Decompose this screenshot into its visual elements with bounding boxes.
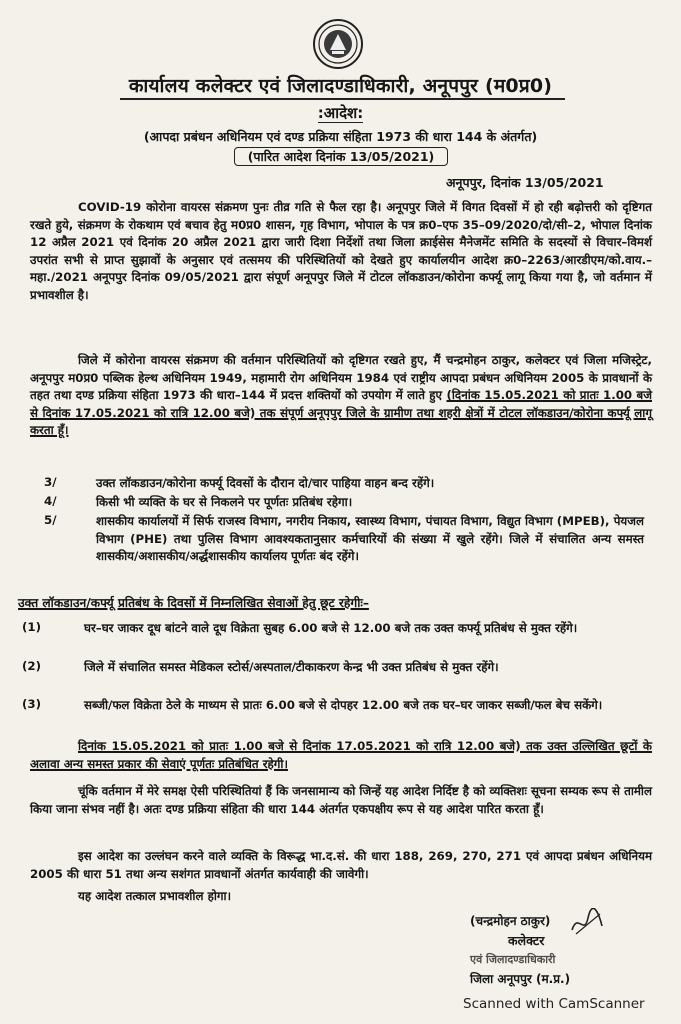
order-heading: :आदेश: [317,104,364,122]
signatory-district: जिला अनूपपुर (म.प्र.) [470,972,571,986]
para-effect: यह आदेश तत्काल प्रभावशील होगा। [78,889,232,903]
exemption-text: सब्जी/फल विक्रेता ठेले के माध्यम से प्रातः 6.00 बजे से दोपहर 12.00 बजे तक घर–घर जाकर सब्जी/फल बेच सकेंगे। [84,698,603,712]
signature-scribble-icon [570,908,604,938]
header-divider [120,98,565,100]
exemption-number: (3) [22,697,41,711]
place-date: अनूपपुर, दिनांक 13/05/2021 [446,175,604,190]
para-penalty: इस आदेश का उल्लंघन करने वाले व्यक्ति के विरूद्ध भा.द.सं. की धारा 188, 269, 270, 271 एवं आपदा प्रबंधन अधिनियम 2005 की धारा 51 तथा अन्य सशंगत प्रावधानों अंतर्गत कार्यवाही की जावेगी। [30,849,652,881]
exemption-number: (1) [22,620,41,634]
para-order-text: जिले में कोरोना वायरस संक्रमण की वर्तमान परिस्थितियों को दृष्टिगत रखते हुए, मैं चन्द्रमोहन ठाकुर, कलेक्टर एवं जिला मजिस्ट्रेट, अनूपपुर म0प्र0 पब्लिक हेल्थ अधिनियम 1949, महामारी रोग अधिनियम 1984 एवं राष्ट्रीय आपदा प्रबंधन अधिनियम 2005 के प्रावधानों के तहत तथा दण्ड प्रक्रिया संहिता 1973 की धारा–144 में प्रदत्त शक्तियों को उपयोग में लाते हुए [30,353,652,403]
lockdown-period-highlight: (दिनांक 15.05.2021 को प्रातः 1.00 बजे से दिनांक 17.05.2021 को रात्रि 12.00 बजे) तक संपूर्ण अनूपपुर जिले के ग्रामीण तथा शहरी क्षेत्रों में टोटल लॉकडाउन/कोरोना कर्फ्यू लागू करता हूँ। [30,388,652,438]
signatory-title: कलेक्टर [508,933,545,948]
exemption-text: घर–घर जाकर दूध बांटने वाले दूध विक्रेता सुबह 6.00 बजे से 12.00 बजे तक उक्त कर्फ्यू प्रतिबंध से मुक्त रहेंगे। [84,621,578,635]
order-date-box: (पारित आदेश दिनांक 13/05/2021) [234,147,448,166]
item-text: किसी भी व्यक्ति के घर से निकलने पर पूर्णतः प्रतिबंध रहेगा। [96,495,353,509]
exemption-text: जिले में संचालित समस्त मेडिकल स्टोर्स/अस्पताल/टीकाकरण केन्द्र भी उक्त प्रतिबंध से मुक्त रहेंगे। [84,660,499,674]
item-number: 5/ [44,513,57,527]
para-order [30,352,652,440]
exemptions-heading: उक्त लॉकडाउन/कर्फ्यू प्रतिबंध के दिवसों में निम्नलिखित सेवाओं हेतु छूट रहेगीः– [18,596,369,610]
scanner-watermark: Scanned with CamScanner [463,996,645,1012]
para-background: COVID-19 कोरोना वायरस संक्रमण पुनः तीव्र गति से फैल रहा है। अनूपपुर जिले में विगत दिवसों में हो रही बढ़ोत्तरी को दृष्टिगत रखते हुये, संक्रमण के रोकथाम एवं बचाव हेतु म0प्र0 शासन, गृह विभाग, भोपाल के पत्र क्र0–एफ 35–09/2020/दो/सी–2, भोपाल दिनांक 12 अप्रैल 2021 एवं दिनांक 20 अप्रैल 2021 द्वारा जारी दिशा निर्देशों तथा जिला क्राईसेस मैनेजमेंट समिति के सदस्यों से विचार–विमर्श उपरांत सभी से प्राप्त सुझावों के अनुसार एवं तत्समय की परिस्थितियों को देखते हुए कार्यालयीन आदेश क्र0–2263/आरडीएम/को.वाय.–महा./2021 अनूपपुर दिनांक 09/05/2021 द्वारा संपूर्ण अनूपपुर जिले में टोटल लॉकडाउन/कोरोना कर्फ्यू लागू किया गया है, जो वर्तमान में प्रभावशील है। [30,200,652,302]
office-title: कार्यालय कलेक्टर एवं जिलादण्डाधिकारी, अनूपपुर (म0प्र0) [128,75,553,97]
exemption-number: (2) [22,659,41,673]
item-text: उक्त लॉकडाउन/कोरोना कर्फ्यू दिवसों के दौरान दो/चार पाहिया वाहन बन्द रहेंगे। [96,476,435,490]
emblem-seal-icon [312,18,364,70]
exemptions-note: दिनांक 15.05.2021 को प्रातः 1.00 बजे से दिनांक 17.05.2021 को रात्रि 12.00 बजे) तक उक्त उल्लिखित छूटों के अलावा अन्य समस्त प्रकार की सेवाएं पूर्णतः प्रतिबंधित रहेगी। [30,739,652,771]
para-ex-parte: चूंकि वर्तमान में मेरे समक्ष ऐसी परिस्थितियां हैं कि जनसामान्य को जिन्हें यह आदेश निर्दिष्ट है को व्यक्तिशः सूचना सम्यक रूप से तामील किया जाना संभव नहीं है। अतः दण्ड प्रक्रिया संहिता की धारा 144 अंतर्गत एकपक्षीय रूप से यह आदेश पारित करता हूँ। [30,784,652,816]
item-text: शासकीय कार्यालयों में सिर्फ राजस्व विभाग, नगरीय निकाय, स्वास्थ्य विभाग, पंचायत विभाग, विद्युत विभाग (MPEB), पेयजल विभाग (PHE) तथा पुलिस विभाग आवश्यकतानुसार कर्मचारियों की संख्या में खुले रहेंगे। जिले में संचालित अन्य समस्त शासकीय/अशासकीय/अर्द्धशासकीय कार्यालय पूर्णतः बंद रहेंगे। [96,514,644,564]
item-number: 4/ [44,494,57,508]
order-subheading: (आपदा प्रबंधन अधिनियम एवं दण्ड प्रक्रिया संहिता 1973 की धारा 144 के अंतर्गत) [143,129,538,144]
signatory-name: (चन्द्रमोहन ठाकुर) [470,914,551,928]
signatory-designation: एवं जिलादण्डाधिकारी [470,953,556,966]
item-number: 3/ [44,475,57,489]
